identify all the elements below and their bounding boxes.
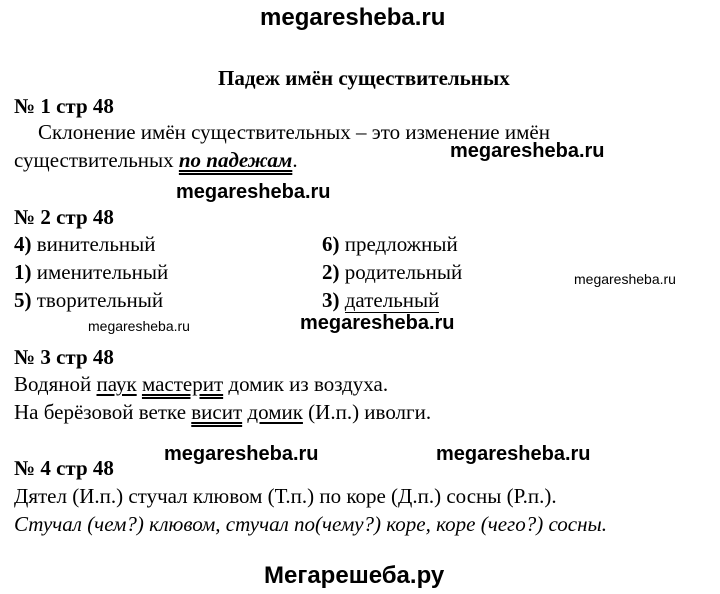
case-number: 6): [322, 232, 340, 256]
case-name: творительный: [31, 288, 164, 312]
watermark: megaresheba.ru: [176, 181, 331, 203]
predicate-word: висит: [191, 400, 243, 424]
subject-word: домик: [247, 400, 303, 424]
case-number: 2): [322, 260, 340, 284]
watermark: megaresheba.ru: [436, 443, 591, 465]
exercise-3-line-2: [14, 400, 431, 425]
case-item: [14, 232, 156, 257]
watermark: megaresheba.ru: [300, 312, 455, 334]
case-name: предложный: [339, 232, 458, 256]
sentence-text: На берёзовой ветке: [14, 400, 192, 424]
case-name: винительный: [31, 232, 156, 256]
exercise-1-text: существительных: [14, 148, 179, 172]
watermark: megaresheba.ru: [574, 271, 676, 287]
exercise-3-header: № 3 стр 48: [14, 345, 114, 369]
case-item: [322, 288, 439, 313]
exercise-4-line-1: Дятел (И.п.) стучал клювом (Т.п.) по коре (Д.п.) сосны (Р.п.).: [14, 484, 557, 508]
case-name: дательный: [344, 288, 440, 312]
case-item: [14, 288, 163, 313]
exercise-2-header: № 2 стр 48: [14, 205, 114, 229]
exercise-1-line-1: Склонение имён существительных – это изменение имён: [38, 120, 550, 144]
case-number: 5): [14, 288, 32, 312]
case-number: 4): [14, 232, 32, 256]
footer-site-name: Мегарешеба.ру: [264, 562, 445, 589]
watermark: megaresheba.ru: [450, 140, 605, 162]
case-name: именительный: [31, 260, 169, 284]
case-number: 1): [14, 260, 32, 284]
watermark: megaresheba.ru: [88, 318, 190, 334]
exercise-1-line-2: [14, 148, 298, 173]
exercise-1-period: .: [292, 148, 298, 172]
case-item: [322, 232, 458, 257]
case-item: [14, 260, 168, 285]
exercise-3-line-1: [14, 372, 388, 397]
case-item: [322, 260, 462, 285]
case-name: родительный: [339, 260, 463, 284]
watermark: megaresheba.ru: [164, 443, 319, 465]
sentence-text: домик из воздуха.: [223, 372, 389, 396]
page-title: Падеж имён существительных: [218, 66, 510, 90]
subject-word: паук: [96, 372, 137, 396]
case-number: 3): [322, 288, 340, 312]
sentence-text: (И.п.) иволги.: [302, 400, 432, 424]
exercise-4-line-2: Стучал (чем?) клювом, стучал по(чему?) коре, коре (чего?) сосны.: [14, 512, 607, 536]
predicate-word: мастерит: [141, 372, 224, 396]
exercise-4-header: № 4 стр 48: [14, 456, 114, 480]
exercise-1-answer: по падежам: [178, 148, 293, 172]
sentence-text: Водяной: [14, 372, 97, 396]
watermark-top: megaresheba.ru: [260, 4, 446, 31]
exercise-1-header: № 1 стр 48: [14, 94, 114, 118]
